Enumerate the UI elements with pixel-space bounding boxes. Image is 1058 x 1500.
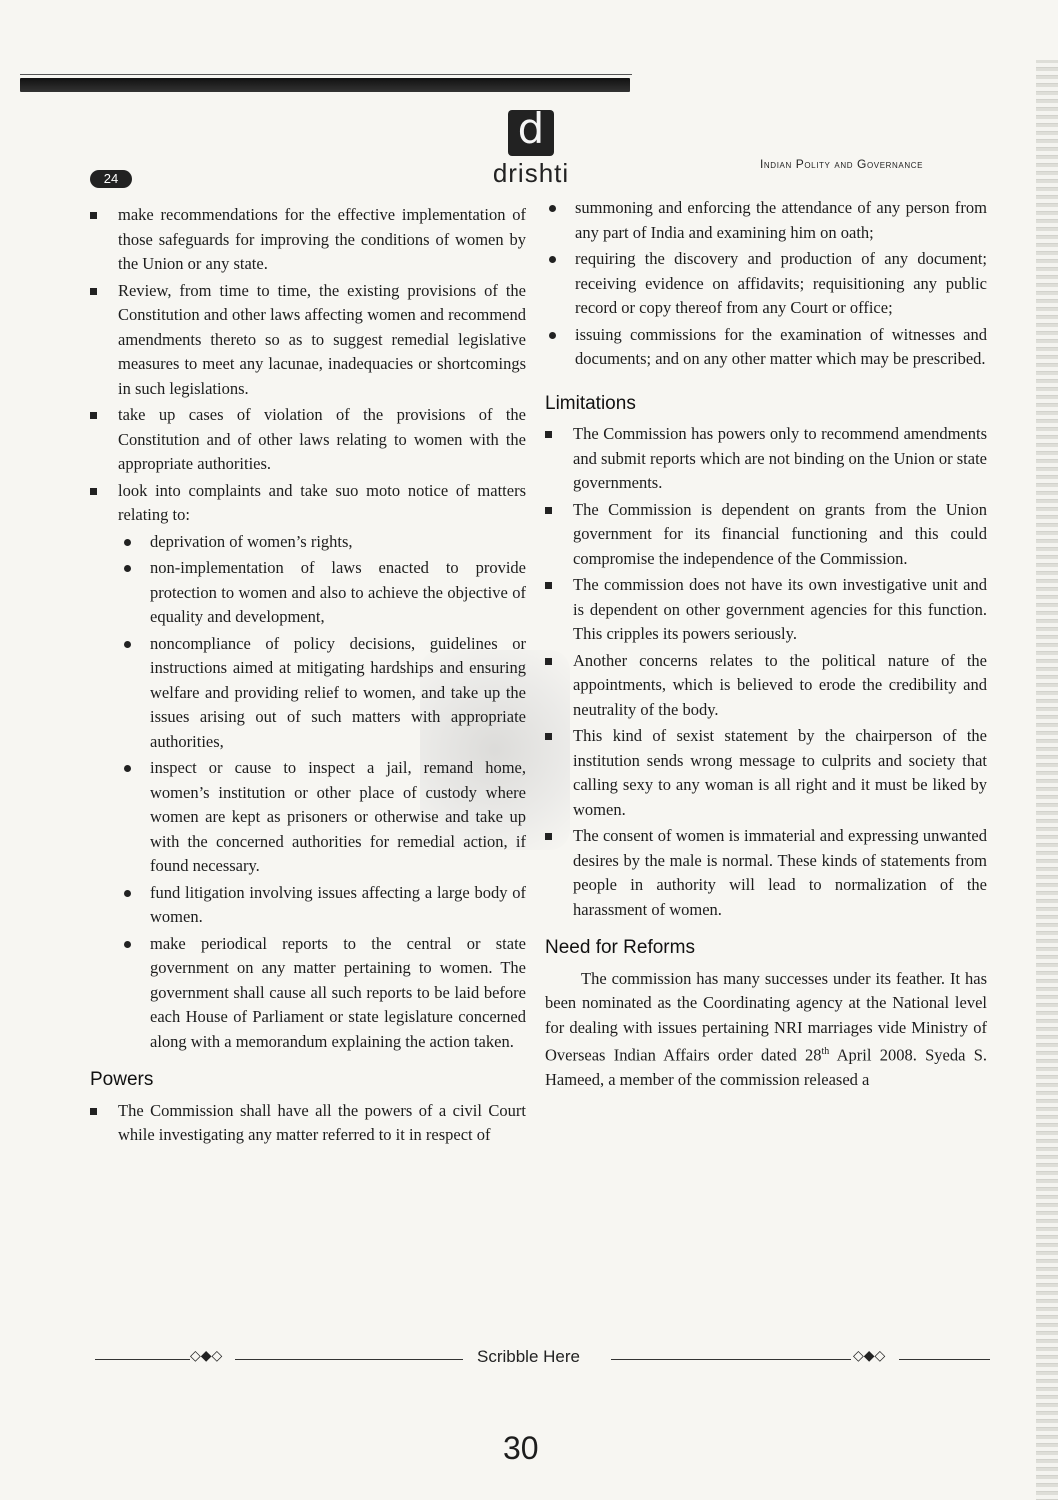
ornament-left: ◇◆◇: [190, 1348, 223, 1364]
scan-edge-texture: [1036, 60, 1058, 1500]
page-badge: 24: [90, 170, 132, 188]
list-item: The commission does not have its own investigative unit and is dependent on other government agencies for this function. This cripples its powers seriously.: [545, 573, 987, 647]
list-item: This kind of sexist statement by the chairperson of the institution sends wrong message to culprits and society that calling sexy to any woman is all right and it must be liked by women.: [545, 724, 987, 822]
logo-name: drishti: [492, 158, 570, 188]
sub-list-item: issuing commissions for the examination of witnesses and documents; and on any other matter which may be prescribed.: [545, 323, 987, 372]
page-number: 30: [503, 1430, 539, 1466]
right-column: [545, 196, 987, 1093]
sub-list-item: summoning and enforcing the attendance of any person from any part of India and examining him on oath;: [545, 196, 987, 245]
sub-list-item: deprivation of women’s rights,: [120, 530, 526, 555]
divider-line: [611, 1359, 851, 1360]
sub-list-item: fund litigation involving issues affecting a large body of women.: [120, 881, 526, 930]
running-head: Indian Polity and Governance: [760, 157, 924, 171]
reforms-text-b: April 2008. Syeda S. Hameed, a member of the commission released a: [545, 1045, 987, 1089]
sub-list-item: inspect or cause to inspect a jail, remand home, women’s institution or other place of custody where women are kept as prisoners or otherwise and take up with the concerned authorities for remedial action, if found necessary.: [120, 756, 526, 879]
sub-list-item: non-implementation of laws enacted to provide protection to women and also to achieve the objective of equality and development,: [120, 556, 526, 630]
logo-mark: [508, 104, 554, 156]
scribble-divider: [95, 1347, 990, 1371]
sub-list-item: noncompliance of policy decisions, guidelines or instructions aimed at mitigating hardships and ensuring welfare and providing relief to women, and take up the issues arising out of such matters with appropriate authorities,: [120, 632, 526, 755]
complaints-sublist: [120, 530, 526, 1055]
list-item: make recommendations for the effective implementation of those safeguards for improving the conditions of women by the Union or any state.: [90, 203, 526, 277]
limitations-heading: Limitations: [545, 392, 636, 414]
powers-sublist: [545, 196, 987, 372]
list-item: The consent of women is immaterial and expressing unwanted desires by the male is normal. These kinds of statements from people in authority will lead to normalization of the harassment of women.: [545, 824, 987, 922]
functions-list: [90, 203, 526, 528]
powers-heading: Powers: [90, 1069, 154, 1090]
list-item: Review, from time to time, the existing provisions of the Constitution and other laws affecting women and recommend amendments thereto so as to suggest remedial legislative measures to meet any lacunae, inadequacies or shortcomings in such legislations.: [90, 279, 526, 402]
list-item: The Commission has powers only to recommend amendments and submit reports which are not binding on the Union or state governments.: [545, 422, 987, 496]
reforms-text-a: The commission has many successes under its feather. It has been nominated as the Coordinating agency at the National level for dealing with issues pertaining NRI marriages vide Ministry of Overseas Indian Affairs order dated 28: [545, 968, 987, 1065]
left-column: [90, 203, 526, 1150]
list-item: take up cases of violation of the provisions of the Constitution and of other laws relating to women with the appropriate authorities.: [90, 403, 526, 477]
ornament-right: ◇◆◇: [853, 1348, 886, 1364]
powers-list: [90, 1099, 526, 1148]
reforms-heading: Need for Reforms: [545, 937, 695, 958]
divider-line: [235, 1359, 463, 1360]
list-item: Another concerns relates to the political nature of the appointments, which is believed to erode the credibility and neutrality of the body.: [545, 649, 987, 723]
limitations-list: [545, 422, 987, 922]
list-item: look into complaints and take suo moto notice of matters relating to:: [90, 479, 526, 528]
list-item: The Commission shall have all the powers of a civil Court while investigating any matter referred to it in respect of: [90, 1099, 526, 1148]
scribble-label: Scribble Here: [477, 1347, 580, 1366]
drishti-logo: [486, 104, 576, 189]
top-rule-line: [20, 74, 632, 75]
top-black-bar: [20, 78, 630, 92]
sub-list-item: make periodical reports to the central or state government on any matter pertaining to women. The government shall cause all such reports to be laid before each House of Parliament or state legislature concerned along with a memorandum explaining the action taken.: [120, 932, 526, 1055]
list-item: The Commission is dependent on grants from the Union government for its financial functioning and this could compromise the independence of the Commission.: [545, 498, 987, 572]
divider-line: [899, 1359, 990, 1360]
logo-letter: d: [517, 104, 545, 153]
divider-line: [95, 1359, 190, 1360]
reforms-paragraph: [545, 967, 987, 1093]
reforms-sup: th: [821, 1046, 830, 1057]
sub-list-item: requiring the discovery and production of any document; receiving evidence on affidavits; requisitioning any public record or copy thereof from any Court or office;: [545, 247, 987, 321]
